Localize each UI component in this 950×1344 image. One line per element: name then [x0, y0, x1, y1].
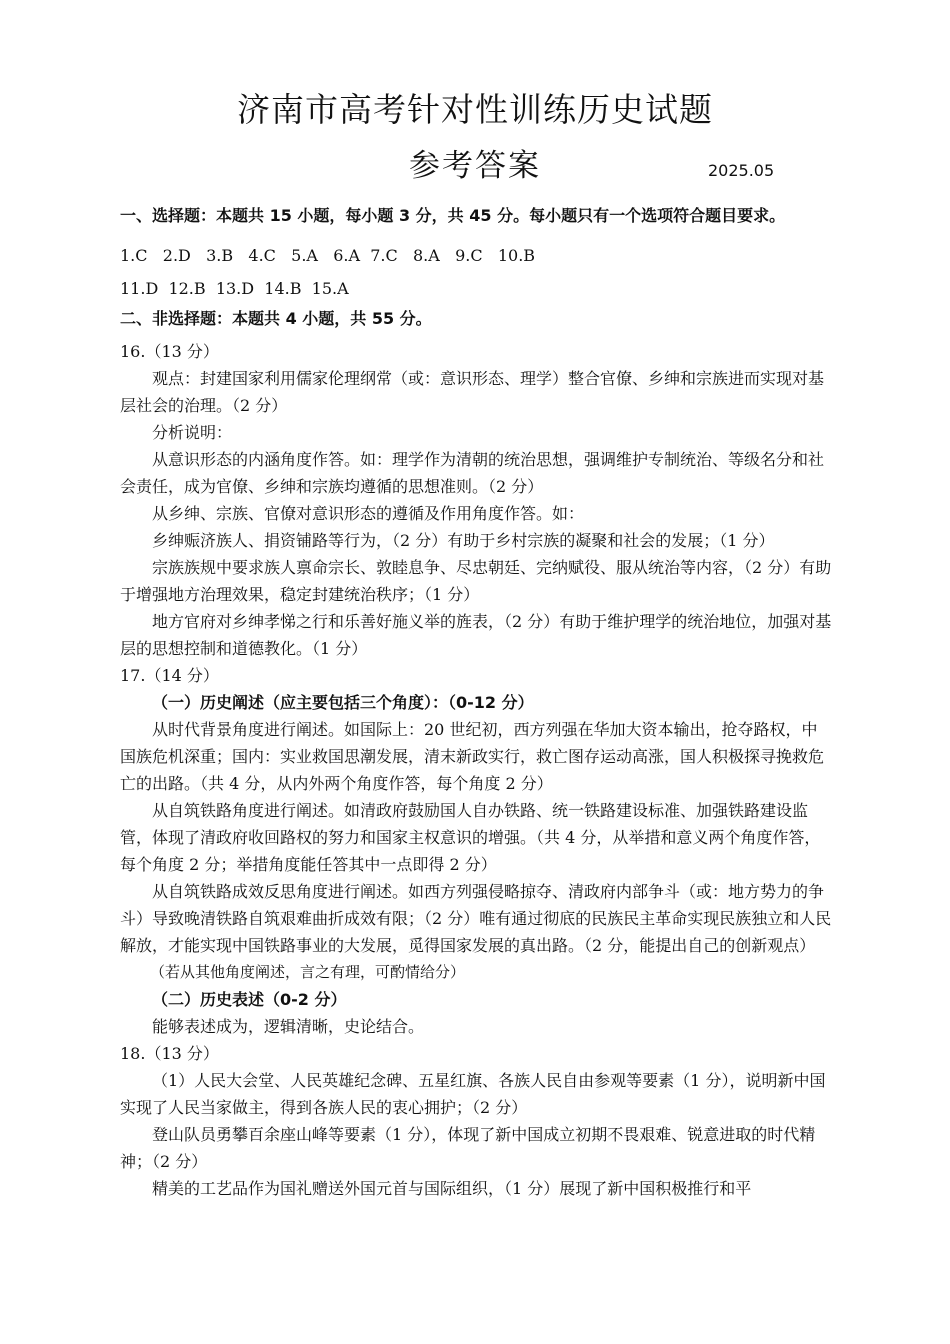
page-subtitle: 参考答案: [409, 148, 541, 184]
mc-answers-row-2: 11.D 12.B 13.D 14.B 15.A: [120, 279, 349, 298]
q16-label: 16.（13 分）: [120, 342, 219, 361]
exam-date: 2025.05: [708, 161, 775, 180]
answer-body: [120, 202, 832, 1202]
section1-heading: 一、选择题：本题共 15 小题，每小题 3 分，共 45 分。每小题只有一个选项符合题目要求。: [120, 206, 786, 225]
q16-analysis-label: 分析说明：: [152, 423, 233, 442]
q17-para-1: 从时代背景角度进行阐述。如国际上：20 世纪初，西方列强在华加大资本输出，抢夺路权，中国族危机深重；国内：实业救国思潮发展，清末新政实行，救亡图存运动高涨，国人积极探寻挽救危亡的出路。（共 4 分，从内外两个角度作答，每个角度 2 分）: [120, 720, 825, 793]
q16-analysis-2: 从乡绅、宗族、官僚对意识形态的遵循及作用角度作答。如：: [152, 504, 585, 523]
q16-analysis-4: 宗族族规中要求族人禀命宗长、敦睦息争、尽忠朝廷、完纳赋役、服从统治等内容，（2 分）有助于增强地方治理效果，稳定封建统治秩序；（1 分）: [120, 558, 832, 604]
q18-para-3: 精美的工艺品作为国礼赠送外国元首与国际组织，（1 分）展现了新中国积极推行和平: [152, 1179, 752, 1198]
q18-label: 18.（13 分）: [120, 1044, 219, 1063]
q18-para-2: 登山队员勇攀百余座山峰等要素（1 分），体现了新中国成立初期不畏艰难、锐意进取的时代精神；（2 分）: [120, 1125, 816, 1171]
page-title: 济南市高考针对性训练历史试题: [237, 90, 713, 129]
section2-heading: 二、非选择题：本题共 4 小题，共 55 分。: [120, 309, 432, 328]
q16-analysis-1: 从意识形态的内涵角度作答。如：理学作为清朝的统治思想，强调维护专制统治、等级名分和社会责任，成为官僚、乡绅和宗族均遵循的思想准则。（2 分）: [120, 450, 825, 496]
q17-para-3: 从自筑铁路成效反思角度进行阐述。如西方列强侵略掠夺、清政府内部争斗（或：地方势力的争斗）导致晚清铁路自筑艰难曲折成效有限；（2 分）唯有通过彻底的民族民主革命实现民族独立和人民解放，才能实现中国铁路事业的大发展，觅得国家发展的真出路。（2 分，能提出自己的创新观点）: [120, 882, 832, 955]
q17-heading-1: （一）历史阐述（应主要包括三个角度）：（0-12 分）: [152, 693, 534, 712]
q16-analysis-5: 地方官府对乡绅孝悌之行和乐善好施义举的旌表，（2 分）有助于维护理学的统治地位，加强对基层的思想控制和道德教化。（1 分）: [120, 612, 832, 658]
q16-analysis-3: 乡绅赈济族人、捐资铺路等行为，（2 分）有助于乡村宗族的凝聚和社会的发展；（1 分）: [152, 531, 775, 550]
q17-para-5: 能够表述成为，逻辑清晰，史论结合。: [152, 1017, 425, 1036]
q16-viewpoint: 观点：封建国家利用儒家伦理纲常（或：意识形态、理学）整合官僚、乡绅和宗族进而实现对基层社会的治理。（2 分）: [120, 369, 825, 415]
q17-note: （若从其他角度阐述，言之有理，可酌情给分）: [150, 963, 466, 981]
q17-label: 17.（14 分）: [120, 666, 219, 685]
mc-answers-row-1: 1.C 2.D 3.B 4.C 5.A 6.A 7.C 8.A 9.C 10.B: [120, 246, 536, 265]
q18-para-1: （1）人民大会堂、人民英雄纪念碑、五星红旗、各族人民自由参观等要素（1 分），说明新中国实现了人民当家做主，得到各族人民的衷心拥护；（2 分）: [120, 1071, 826, 1117]
q17-heading-2: （二）历史表述（0-2 分）: [152, 990, 347, 1009]
q17-para-2: 从自筑铁路角度进行阐述。如清政府鼓励国人自办铁路、统一铁路建设标准、加强铁路建设监管，体现了清政府收回路权的努力和国家主权意识的增强。（共 4 分，从举措和意义两个角度作答，每个角度 2 分；举措角度能任答其中一点即得 2 分）: [120, 801, 821, 874]
